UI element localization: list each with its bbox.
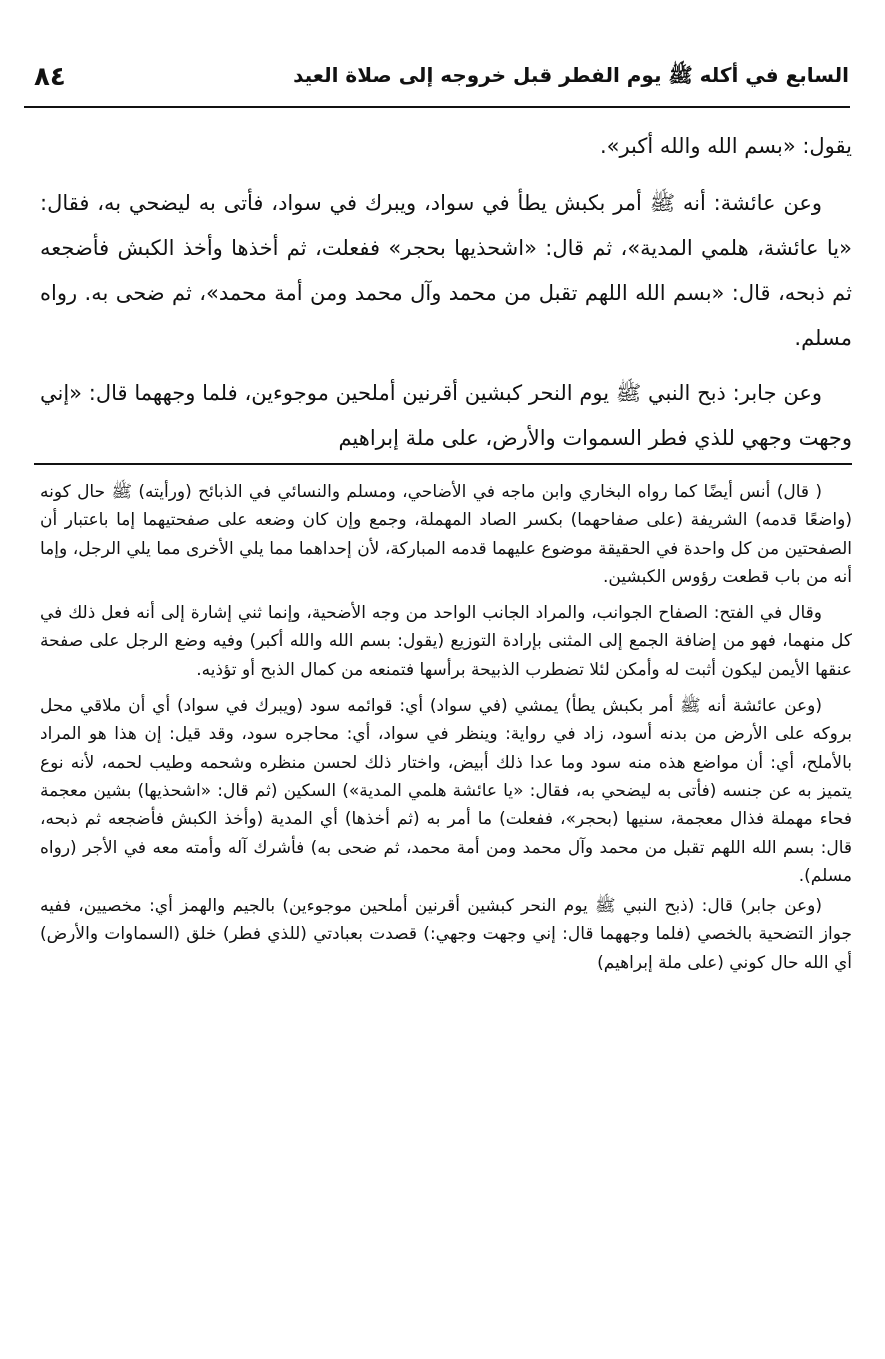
main-text	[40, 124, 852, 471]
commentary-paragraph: (وعن جابر) قال: (ذبح النبي ﷺ يوم النحر كبشين أقرنين أملحين موجوءين) بالجيم والهمز أي: مخصيين، ففيه جواز التضحية بالخصي (فلما وجههما قال: إني وجهت وجهي:) قصدت بعبادتي (للذي فطر) خلق (السماوات والأرض) أي الله حال كوني (على ملة إبراهيم)	[40, 896, 852, 973]
commentary-divider	[34, 463, 852, 465]
main-paragraph: وعن عائشة: أنه ﷺ أمر بكبش يطأ في سواد، ويبرك في سواد، فأتى به ليضحي به، فقال: «يا عائشة، هلمي المدية»، ثم قال: «اشحذيها بحجر» ففعلت، ثم أخذها وأخذ الكبش فأضجعه ثم ذبحه، قال: «بسم الله اللهم تقبل من محمد وآل محمد ومن أمة محمد»، ثم ضحى به. رواه مسلم.	[40, 191, 852, 350]
commentary-paragraph: ( قال) أنس أيضًا كما رواه البخاري وابن ماجه في الأضاحي، ومسلم والنسائي في الذبائح (ورأيته) ﷺ حال كونه (واضعًا قدمه) الشريفة (على صفاحهما) بكسر الصاد المهملة، وجمع وإن كان وضعه على صفحتيهما إما باعتبار أن الصفحتين من كل واحدة في الحقيقة موضوع عليهما قدمه المباركة، لأن إحداهما مما يلي الأخرى مما يلي الرجل، وإما أنه من باب قطعت رؤوس الكبشين.	[40, 482, 852, 587]
page-number: ٨٤	[34, 62, 66, 92]
commentary-paragraph: (وعن عائشة أنه ﷺ أمر بكبش يطأ) يمشي (في سواد) أي: قوائمه سود (ويبرك في سواد) أي أن ملاقي محل بروكه على الأرض من بدنه أسود، زاد في رواية: وينظر في سواد، أي: محاجره سود، وقد قيل: إن هذا هو المراد بالأملح، أي: أن مواضع هذه منه سود وما عدا ذلك أبيض، واختار ذلك لحسن منظره وشحمه وطيب لحمه، لأنه نوع يتميز به عن جنسه (فأتى به ليضحي به، فقال: «يا عائشة هلمي المدية») السكين (ثم قال: «اشحذيها) بشين معجمة فحاء مهملة فذال معجمة، سنيها (بحجر»، ففعلت) ما أمر به (ثم أخذها) أي المدية (وأخذ الكبش فأضجعه ثم ذبحه، قال: بسم الله اللهم تقبل من محمد وآل محمد ومن أمة محمد، ثم ضحى به) فأشرك آله وأمته معه في الأجر (رواه مسلم).	[40, 696, 852, 886]
running-title: السابع في أكله ﷺ يوم الفطر قبل خروجه إلى صلاة العيد	[293, 62, 849, 87]
main-paragraph: يقول: «بسم الله والله أكبر».	[599, 134, 852, 158]
commentary-paragraph: وقال في الفتح: الصفاح الجوانب، والمراد الجانب الواحد من وجه الأضحية، وإنما ثني إشارة إلى أنه فعل ذلك في كل منهما، فهو من إضافة الجمع إلى المثنى بإرادة التوزيع (يقول: بسم الله والله أكبر) وفيه وضع الرجل على صفحة عنقها الأيمن ليكون أثبت له وأمكن لئلا تضطرب الذبيحة برأسها فتمنعه من كمال الذبح أو تؤذيه.	[40, 603, 852, 680]
header-rule	[24, 106, 850, 108]
commentary	[40, 478, 852, 985]
main-paragraph: وعن جابر: ذبح النبي ﷺ يوم النحر كبشين أقرنين أملحين موجوءين، فلما وجههما قال: «إني وجهت وجهي للذي فطر السموات والأرض، على ملة إبراهيم	[40, 381, 852, 450]
page-header	[34, 52, 849, 102]
